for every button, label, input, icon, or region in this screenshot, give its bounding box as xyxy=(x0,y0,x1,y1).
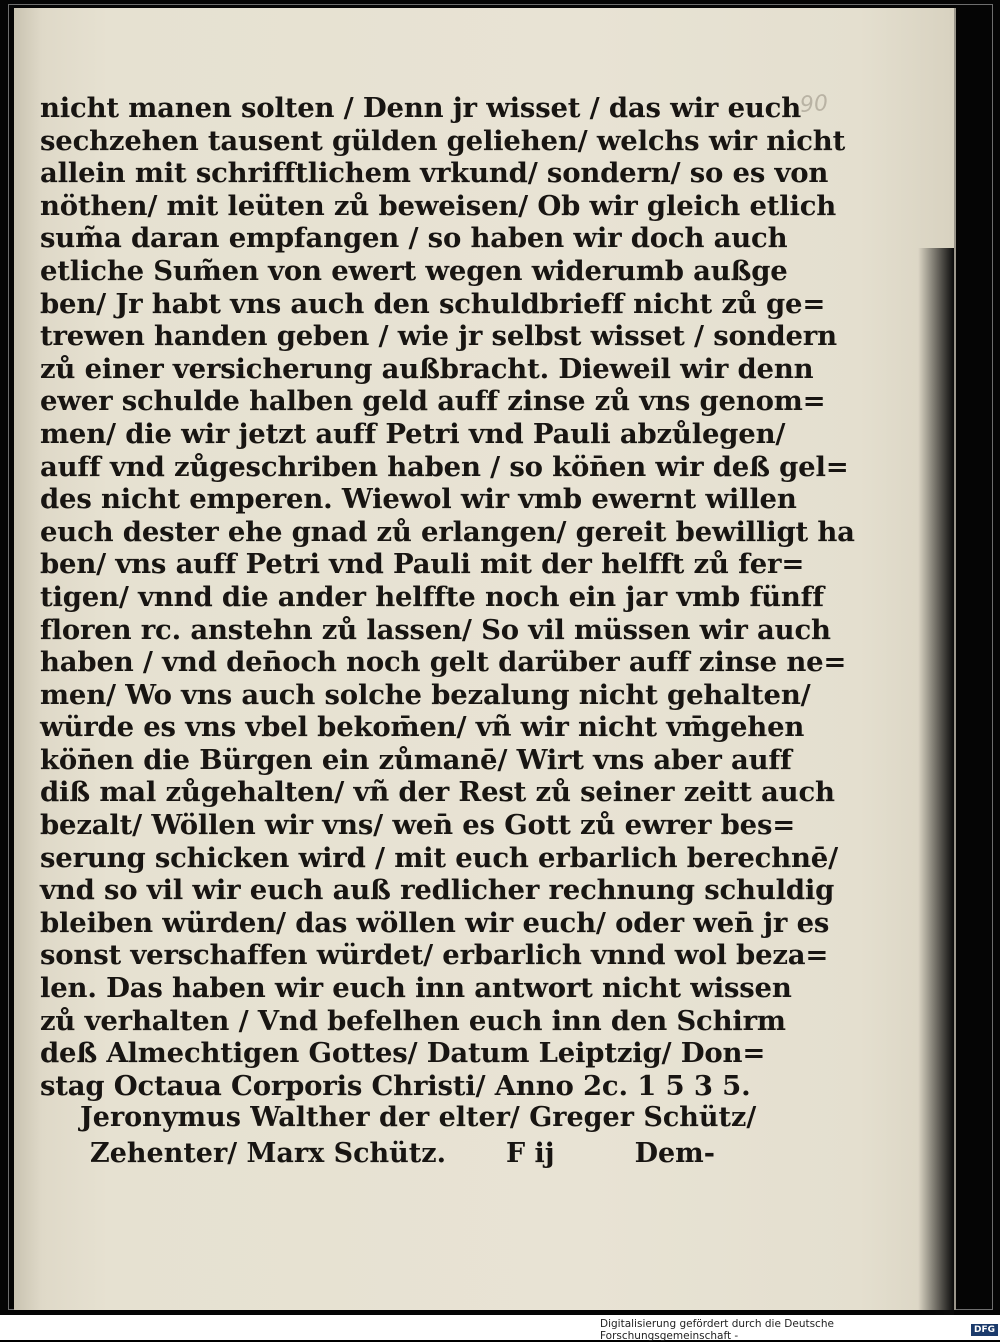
text-line: diß mal zůgehalten/ vñ der Rest zů seiner zeitt auch xyxy=(40,776,835,809)
text-line: zů verhalten / Vnd befelhen euch inn den Schirm xyxy=(40,1004,786,1037)
text-line: sonst verschaffen würdet/ erbarlich vnnd wol beza= xyxy=(40,939,829,972)
signature-line-1: Jeronymus Walther der elter/ Greger Schütz/ xyxy=(80,1102,757,1133)
text-line: floren rc. anstehn zů lassen/ So vil müssen wir auch xyxy=(40,613,831,646)
dfg-logo: DFG xyxy=(971,1324,998,1336)
text-line: ben/ vns auff Petri vnd Pauli mit der helfft zů fer= xyxy=(40,548,805,581)
text-line: sechzehen tausent gülden geliehen/ welchs wir nicht xyxy=(40,124,846,157)
text-line: allein mit schrifftlichem vrkund/ sondern/ so es von xyxy=(40,157,829,190)
text-line: ewer schulde halben geld auff zinse zů vns genom= xyxy=(40,385,826,418)
text-line: bleiben würden/ das wöllen wir euch/ oder wen̄ jr es xyxy=(40,906,830,939)
text-line: zů einer versicherung außbracht. Dieweil wir denn xyxy=(40,352,814,385)
text-line: stag Octaua Corporis Christi/ Anno 2c. 1 5 3 5. xyxy=(40,1069,751,1102)
text-line: des nicht emperen. Wiewol wir vmb ewernt willen xyxy=(40,483,797,516)
text-line: ben/ Jr habt vns auch den schuldbrieff nicht zů ge= xyxy=(40,287,826,320)
text-line: euch dester ehe gnad zů erlangen/ gereit bewilligt ha xyxy=(40,515,855,548)
text-line: men/ Wo vns auch solche bezalung nicht gehalten/ xyxy=(40,678,811,711)
text-line: deß Almechtigen Gottes/ Datum Leiptzig/ Don= xyxy=(40,1037,766,1070)
frame-line-top xyxy=(8,4,993,5)
text-line: nicht manen solten / Denn jr wisset / das wir euch xyxy=(40,92,801,124)
text-line: bezalt/ Wöllen wir vns/ wen̄ es Gott zů ewrer bes= xyxy=(40,809,796,842)
folio-number: 90 xyxy=(799,91,829,118)
digitization-footer xyxy=(600,1320,1000,1340)
text-line: tigen/ vnnd die ander helffte noch ein jar vmb fünff xyxy=(40,580,824,613)
text-line: trewen handen geben / wie jr selbst wisset / sondern xyxy=(40,320,837,353)
signature-mark: F ij xyxy=(505,1138,555,1169)
text-line: len. Das haben wir euch inn antwort nicht wissen xyxy=(40,972,792,1005)
frame-line-left xyxy=(8,4,9,1309)
text-line: auff vnd zůgeschriben haben / so kön̄en wir deß gel= xyxy=(40,450,849,483)
text-line: würde es vns vbel bekom̄en/ vñ wir nicht vm̄gehen xyxy=(40,711,805,744)
footer-text: Digitalisierung gefördert durch die Deutsche Forschungsgemeinschaft - xyxy=(600,1318,834,1342)
text-line: kön̄en die Bürgen ein zůmanē/ Wirt vns aber auff xyxy=(40,743,792,776)
text-line: vnd so vil wir euch auß redlicher rechnung schuldig xyxy=(40,874,835,907)
catchword: Dem- xyxy=(634,1138,715,1169)
text-line: haben / vnd den̄och noch gelt darüber auff zinse ne= xyxy=(40,646,847,679)
page-torn-edge xyxy=(894,248,954,1318)
signature-line-2 xyxy=(80,1136,760,1172)
text-line: nöthen/ mit leüten zů beweisen/ Ob wir gleich etlich xyxy=(40,189,837,222)
text-line: sum̃a daran empfangen / so haben wir doch auch xyxy=(40,222,788,255)
signature-block xyxy=(80,1100,760,1172)
text-line: men/ die wir jetzt auff Petri vnd Pauli abzůlegen/ xyxy=(40,417,786,450)
text-line: serung schicken wird / mit euch erbarlich berechnē/ xyxy=(40,841,838,874)
frame-line-right xyxy=(992,4,993,1309)
signature-names: Zehenter/ Marx Schütz. xyxy=(90,1138,446,1169)
text-line: etliche Sum̃en von ewert wegen widerumb außge xyxy=(40,254,788,287)
